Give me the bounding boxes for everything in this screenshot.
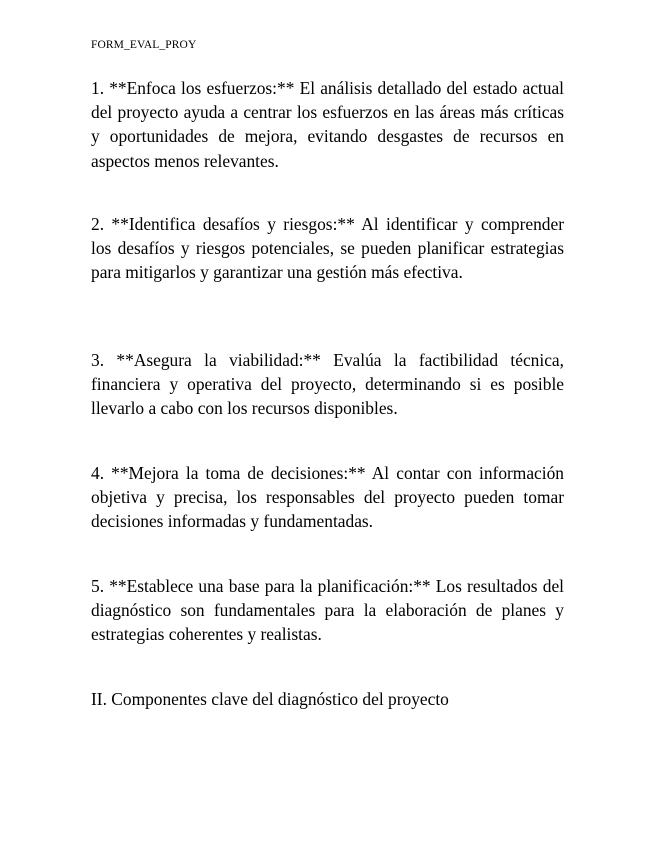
paragraph-identifica-desafios: 2. **Identifica desafíos y riesgos:** Al identificar y comprender los desafíos y riesgos potenciales, se pueden planificar estrategias para mitigarlos y garantizar una gestión más efectiva. bbox=[91, 214, 564, 283]
paragraph-mejora-decisiones: 4. **Mejora la toma de decisiones:** Al contar con información objetiva y precisa, los responsables del proyecto pueden tomar decisiones informadas y fundamentadas. bbox=[91, 463, 564, 532]
paragraph-establece-base: 5. **Establece una base para la planificación:** Los resultados del diagnóstico son fundamentales para la elaboración de planes y estrategias coherentes y realistas. bbox=[91, 576, 564, 645]
section-heading: II. Componentes clave del diagnóstico del proyecto bbox=[91, 689, 449, 709]
paragraph-enfoca-esfuerzos: 1. **Enfoca los esfuerzos:** El análisis detallado del estado actual del proyecto ayuda a centrar los esfuerzos en las áreas más críticas y oportunidades de mejora, evitando desgastes de recursos en aspectos menos relevantes. bbox=[91, 78, 564, 171]
document-header-code: FORM_EVAL_PROY bbox=[91, 39, 197, 51]
paragraph-asegura-viabilidad: 3. **Asegura la viabilidad:** Evalúa la factibilidad técnica, financiera y operativa del proyecto, determinando si es posible llevarlo a cabo con los recursos disponibles. bbox=[91, 350, 564, 419]
